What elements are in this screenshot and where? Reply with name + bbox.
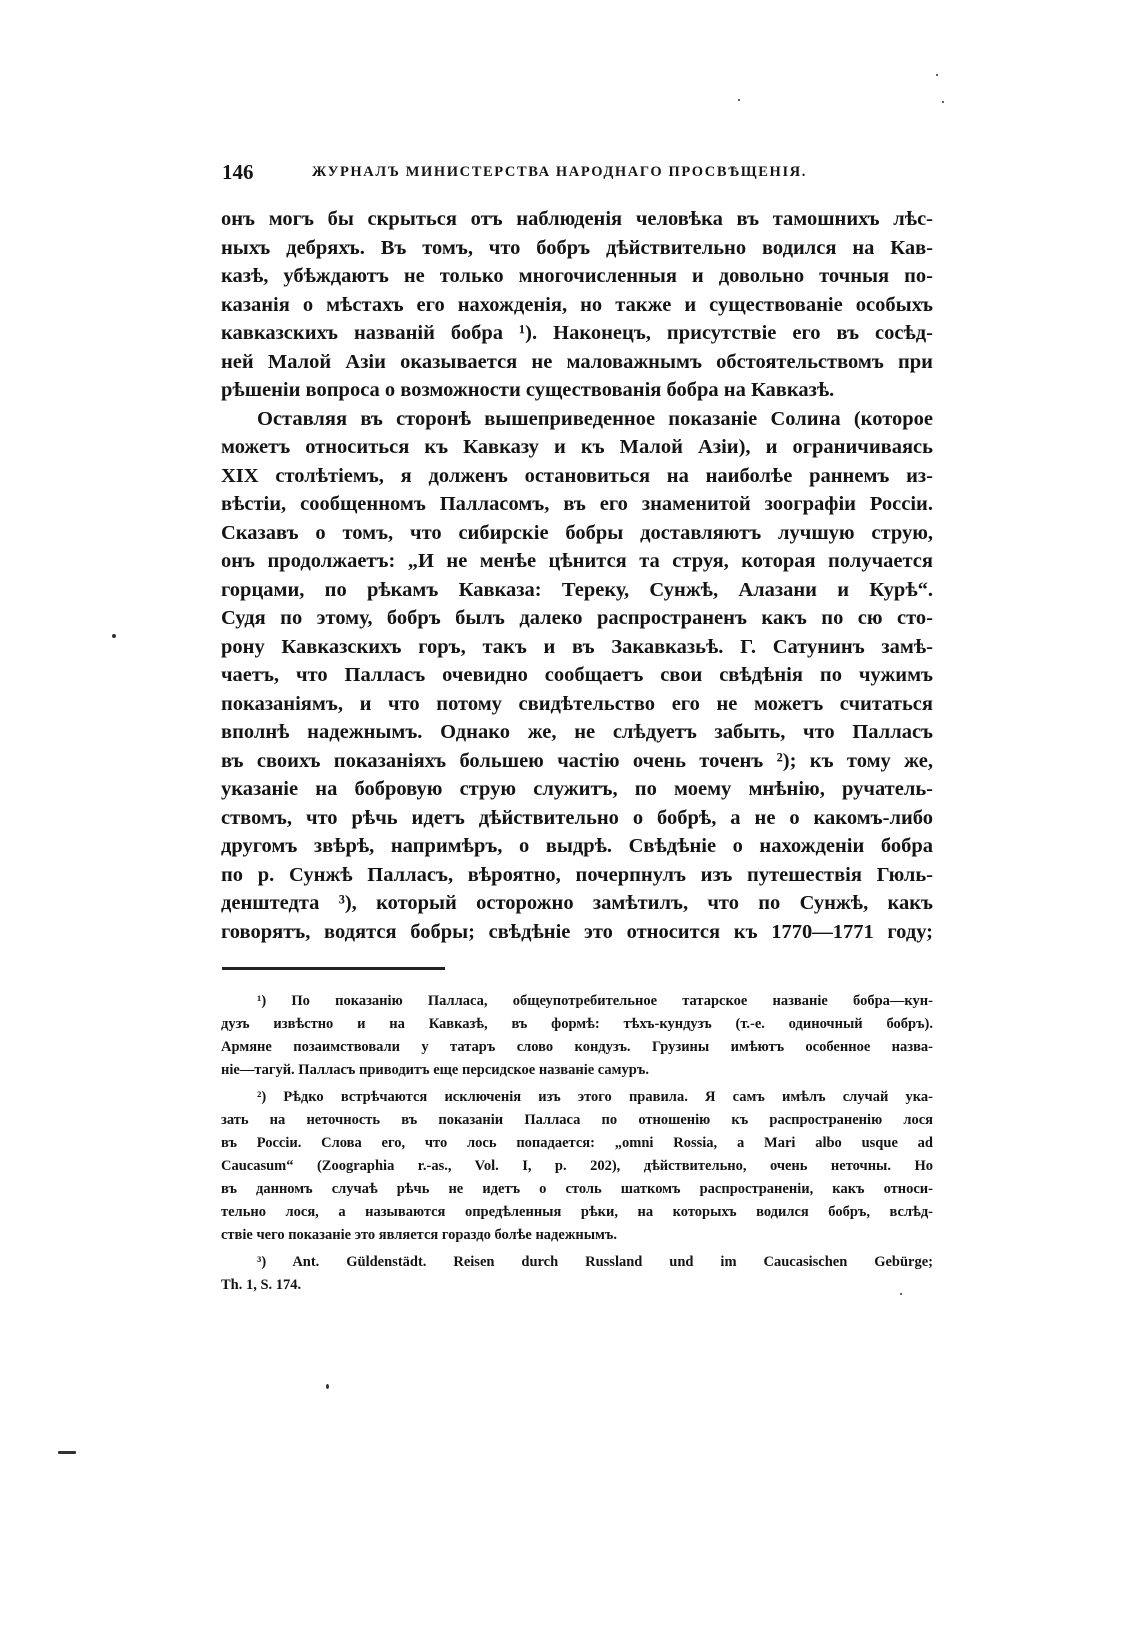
body-line: горцами, по рѣкамъ Кавказа: Тереку, Сунжѣ, Алазани и Курѣ“.: [221, 578, 933, 601]
scan-speck: [738, 99, 740, 101]
footnote-line: ¹) По показанію Палласа, общеупотребительное татарское названіе бобра—кун-: [257, 993, 933, 1009]
scan-speck: [936, 74, 938, 76]
body-line: казѣ, убѣждаютъ не только многочисленныя и довольно точныя по-: [221, 265, 933, 287]
body-line: казанія о мѣстахъ его нахожденія, но также и существованіе особыхъ: [221, 293, 933, 316]
running-title: ЖУРНАЛЪ МИНИСТЕРСТВА НАРОДНАГО ПРОСВѢЩЕНІЯ.: [312, 164, 807, 180]
body-line: онъ могъ бы скрыться отъ наблюденія человѣка въ тамошнихъ лѣс-: [221, 208, 933, 230]
body-text: [221, 205, 933, 946]
footnote-line: ²) Рѣдко встрѣчаются исключенія изъ этого правила. Я самъ имѣлъ случай ука-: [257, 1089, 933, 1105]
body-line: кавказскихъ названій бобра ¹). Наконецъ, присутствіе его въ сосѣд-: [221, 322, 933, 344]
footnote-line: зать на неточность въ показаніи Палласа по отношенію къ распространенію лося: [221, 1112, 933, 1128]
scan-speck: [942, 101, 944, 103]
body-line: Оставляя въ сторонѣ вышеприведенное показаніе Солина (которое: [257, 407, 933, 430]
body-line: XIX столѣтіемъ, я долженъ остановиться на наиболѣе раннемъ из-: [221, 464, 933, 487]
body-line: рону Кавказскихъ горъ, такъ и въ Закавказьѣ. Г. Сатунинъ замѣ-: [221, 635, 933, 658]
footnote-line: дузъ извѣстно и на Кавказѣ, въ формѣ: тѣхъ-кундузъ (т.-е. одиночный бобръ).: [221, 1016, 933, 1032]
footnote-line: ствіе чего показаніе это является гораздо болѣе надежнымъ.: [221, 1227, 617, 1243]
footnote-line: въ данномъ случаѣ рѣчь не идетъ о столь шаткомъ распространеніи, какъ относи-: [221, 1181, 933, 1197]
body-line: ствомъ, что рѣчь идетъ дѣйствительно о бобрѣ, а не о какомъ-либо: [221, 806, 933, 829]
footnote-line: тельно лося, а называются опредѣленныя рѣки, на которыхъ водился бобръ, вслѣд-: [221, 1204, 933, 1220]
body-line: указаніе на бобровую струю служитъ, по моему мнѣнію, ручатель-: [221, 778, 933, 800]
footnote-line: ніе—тагуй. Палласъ приводитъ еще персидское названіе самуръ.: [221, 1062, 649, 1078]
body-line: онъ продолжаетъ: „И не менѣе цѣнится та струя, которая получается: [221, 550, 933, 572]
body-line: ней Малой Азіи оказывается не маловажнымъ обстоятельствомъ при: [221, 350, 933, 373]
body-line: рѣшеніи вопроса о возможности существованія бобра на Кавказѣ.: [221, 379, 835, 401]
body-line: денштедта ³), который осторожно замѣтилъ, что по Сунжѣ, какъ: [221, 892, 933, 914]
footnote-line: въ Россіи. Слова его, что лось попадается: „omni Rossia, a Mari albo usque ad: [221, 1135, 933, 1151]
body-line: другомъ звѣрѣ, напримѣръ, о выдрѣ. Свѣдѣніе о нахожденіи бобра: [221, 835, 933, 857]
body-line: показаніямъ, и что потому свидѣтельство его не можетъ считаться: [221, 692, 933, 715]
page-number: 146: [222, 160, 254, 184]
body-line: по р. Сунжѣ Палласъ, вѣроятно, почерпнулъ изъ путешествія Гюль-: [221, 863, 933, 886]
body-line: говорятъ, водятся бобры; свѣдѣніе это относится къ 1770—1771 году;: [221, 920, 933, 943]
body-line: въ своихъ показаніяхъ большею частію очень точенъ ²); къ тому же,: [221, 749, 933, 772]
body-line: Сказавъ о томъ, что сибирскіе бобры доставляютъ лучшую струю,: [221, 521, 933, 544]
footnote-line: ³) Ant. Güldenstädt. Reisen durch Russland und im Caucasischen Gebürge;: [257, 1254, 933, 1270]
body-line: вполнѣ надежнымъ. Однако же, не слѣдуетъ забыть, что Палласъ: [221, 721, 933, 743]
footnote-line: Caucasum“ (Zoographia r.-as., Vol. I, p. 202), дѣйствительно, очень неточны. Но: [221, 1158, 933, 1174]
body-line: Судя по этому, бобръ былъ далеко распространенъ какъ по сю сто-: [221, 607, 933, 629]
footnote-line: Армяне позаимствовали у татаръ слово кондузъ. Грузины имѣютъ особенное назва-: [221, 1039, 933, 1055]
body-line: можетъ относиться къ Кавказу и къ Малой Азіи), и ограничиваясь: [221, 436, 933, 458]
scan-speck: [58, 1451, 76, 1454]
scan-speck: [326, 1384, 329, 1389]
body-line: ныхъ дебряхъ. Въ томъ, что бобръ дѣйствительно водился на Кав-: [221, 236, 933, 259]
body-line: вѣстіи, сообщенномъ Палласомъ, въ его знаменитой зоографіи Россіи.: [221, 493, 933, 515]
footnote-line: Th. 1, S. 174.: [221, 1277, 302, 1293]
scan-speck: [112, 634, 116, 638]
body-line: чаетъ, что Палласъ очевидно сообщаетъ свои свѣдѣнія по чужимъ: [221, 664, 933, 686]
footnotes: [221, 990, 933, 1297]
page-header: [222, 160, 842, 190]
footnote-separator: [222, 967, 445, 970]
